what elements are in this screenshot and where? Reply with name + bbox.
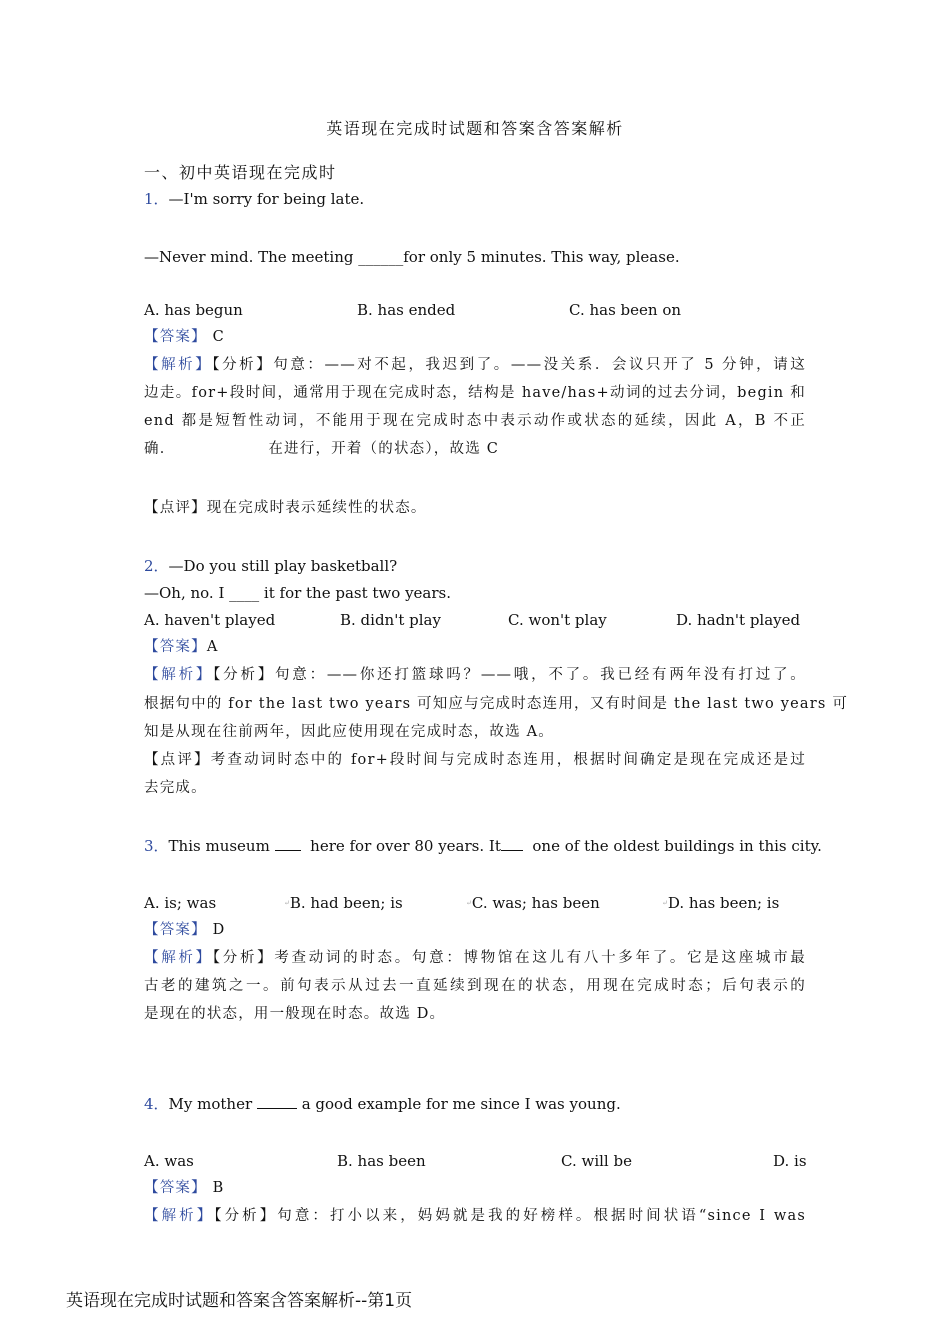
q1-number: 1． bbox=[144, 190, 169, 208]
q2-comment-line1: 【点评】考查动词时态中的 for+段时间与完成时态连用，根据时间确定是现在完成还是过 bbox=[144, 752, 806, 768]
analysis-tag: 【解析】 bbox=[144, 1208, 215, 1224]
q3-option-a: A. is; was bbox=[144, 894, 217, 912]
q1-option-a: A. has begun bbox=[144, 301, 243, 319]
q2-line2: —Oh, no. I ____ it for the past two years. bbox=[144, 584, 452, 602]
q1-analysis-text: 【分析】句意：——对不起，我迟到了。——没关系．会议只开了 5 分钟，请这 bbox=[212, 357, 806, 373]
page-footer: 英语现在完成时试题和答案含答案解析--第1页 bbox=[66, 1291, 413, 1311]
section-heading: 一、初中英语现在完成时 bbox=[144, 163, 337, 182]
q3-text-c: one of the oldest buildings in this city. bbox=[532, 837, 822, 855]
analysis-tag: 【解析】 bbox=[144, 357, 213, 373]
q2-answer bbox=[144, 637, 218, 657]
q3-answer bbox=[144, 920, 225, 940]
q4-text-a: My mother bbox=[168, 1095, 253, 1113]
analysis-tag: 【解析】 bbox=[144, 950, 213, 966]
q3-option-c-text: C. was; has been bbox=[471, 894, 600, 912]
q3-option-d-text: D. has been; is bbox=[667, 894, 780, 912]
q1-analysis-line1 bbox=[144, 355, 806, 375]
q2-analysis-text: 【分析】句意：——你还打篮球吗？——哦，不了。我已经有两年没有打过了。 bbox=[213, 667, 806, 683]
q2-answer-value: A bbox=[206, 639, 219, 655]
q2-number: 2． bbox=[144, 557, 169, 575]
q2-option-a: A. haven't played bbox=[144, 611, 276, 629]
paragraph-mark-icon: ↵ bbox=[466, 899, 472, 907]
q3-number: 3． bbox=[144, 837, 169, 855]
q3-option-b bbox=[284, 893, 403, 913]
q3-text-a: This museum bbox=[168, 837, 270, 855]
q1-option-b: B. has ended bbox=[357, 301, 456, 319]
q2-option-d: D. hadn't played bbox=[676, 611, 801, 629]
q1-line2: —Never mind. The meeting ______for only 5 minutes. This way, please. bbox=[144, 248, 680, 266]
q4-option-a: A. was bbox=[144, 1152, 194, 1170]
q1-analysis-line4: 确． 在进行，开着（的状态），故选 C bbox=[144, 441, 499, 457]
q3-analysis-line2: 古老的建筑之一。前句表示从过去一直延续到现在的状态，用现在完成时态；后句表示的 bbox=[144, 978, 806, 994]
q2-analysis-line3: 知是从现在往前两年，因此应使用现在完成时态，故选 A。 bbox=[144, 724, 554, 740]
q3-blank-1 bbox=[275, 836, 301, 851]
q2-option-c: C. won't play bbox=[508, 611, 607, 629]
q3-text-b: here for over 80 years. It bbox=[310, 837, 501, 855]
answer-tag: 【答案】 bbox=[144, 639, 207, 655]
q1-analysis-line2: 边走。for+段时间，通常用于现在完成时态，结构是 have/has+动词的过去分词，begin 和 bbox=[144, 385, 806, 401]
q1-prompt: —I'm sorry for being late. bbox=[168, 190, 365, 208]
answer-tag: 【答案】 bbox=[144, 1180, 207, 1196]
answer-tag: 【答案】 bbox=[144, 329, 207, 345]
q2-line1 bbox=[144, 556, 397, 576]
q3-blank-2 bbox=[501, 836, 523, 851]
paragraph-mark-icon: ↵ bbox=[662, 899, 668, 907]
q1-analysis-line3: end 都是短暂性动词，不能用于现在完成时态中表示动作或状态的延续，因此 A，B 不正 bbox=[144, 413, 806, 429]
q3-option-c bbox=[466, 893, 600, 913]
q3-answer-value: D bbox=[212, 922, 226, 938]
q4-option-c: C. will be bbox=[561, 1152, 632, 1170]
paragraph-mark-icon: ↵ bbox=[284, 899, 290, 907]
q2-comment-line2: 去完成。 bbox=[144, 780, 207, 796]
q3-line1 bbox=[144, 836, 822, 856]
q3-analysis-line1 bbox=[144, 948, 806, 968]
q3-option-b-text: B. had been; is bbox=[289, 894, 403, 912]
q4-answer-value: B bbox=[212, 1180, 225, 1196]
analysis-tag: 【解析】 bbox=[144, 667, 214, 683]
q4-analysis-line1 bbox=[144, 1206, 806, 1226]
q1-option-c: C. has been on bbox=[569, 301, 682, 319]
q4-line1 bbox=[144, 1094, 621, 1114]
q3-analysis-text: 【分析】考查动词的时态。句意：博物馆在这儿有八十多年了。它是这座城市最 bbox=[212, 950, 806, 966]
q4-option-b: B. has been bbox=[337, 1152, 426, 1170]
q1-line1 bbox=[144, 189, 364, 209]
q4-analysis-text: 【分析】句意：打小以来，妈妈就是我的好榜样。根据时间状语“since I was bbox=[214, 1208, 806, 1224]
q2-analysis-line2: 根据句中的 for the last two years 可知应与完成时态连用，又有时间是 the last two years 可 bbox=[144, 696, 849, 712]
q4-option-d: D. is bbox=[773, 1152, 807, 1170]
q2-option-b: B. didn't play bbox=[340, 611, 441, 629]
q1-answer bbox=[144, 327, 225, 347]
q4-answer bbox=[144, 1178, 224, 1198]
q4-blank bbox=[257, 1094, 297, 1109]
q3-analysis-line3: 是现在的状态，用一般现在时态。故选 D。 bbox=[144, 1006, 446, 1022]
page-title: 英语现在完成时试题和答案含答案解析 bbox=[326, 119, 624, 138]
answer-tag: 【答案】 bbox=[144, 922, 207, 938]
q2-analysis-line1 bbox=[144, 665, 806, 685]
q2-prompt: —Do you still play basketball? bbox=[168, 557, 398, 575]
q4-number: 4． bbox=[144, 1095, 169, 1113]
q1-comment: 【点评】现在完成时表示延续性的状态。 bbox=[144, 500, 427, 516]
q3-option-d bbox=[662, 893, 779, 913]
q4-text-b: a good example for me since I was young. bbox=[301, 1095, 621, 1113]
q1-answer-value: C bbox=[212, 329, 225, 345]
